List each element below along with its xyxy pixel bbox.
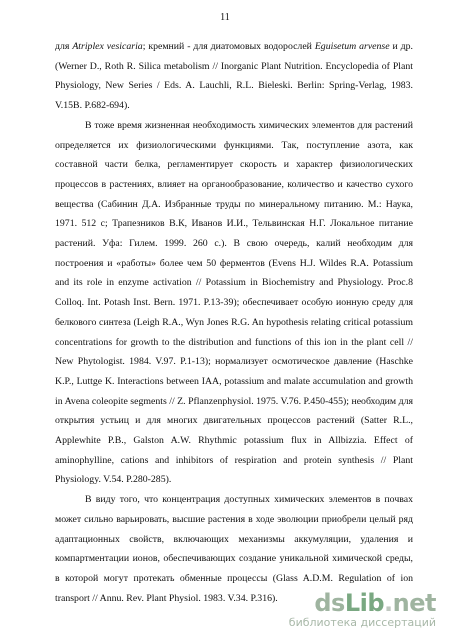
paragraph-1 xyxy=(55,37,413,116)
paragraph-3: В виду того, что концентрация доступных химических элементов в почвах может сильно варьировать, высшие растения в ходе эволюции приобрели целый ряд адаптационных свойств, включающих механизмы аккумуляции, удаления и компартментации ионов, обеспечивающих создание уникальной химической среды, в которой могут протекать обменные процессы (Glass A.D.M. Regulation of ion transport // Annu. Rev. Plant Physiol. 1983. V.34. P.316). xyxy=(55,494,413,604)
page-number: 11 xyxy=(220,12,230,23)
dslib-logo xyxy=(289,590,436,616)
species-name-eguisetum: Eguisetum arvense xyxy=(314,41,390,52)
species-name-atriplex: Atriplex vesicaria xyxy=(72,41,143,52)
dslib-watermark xyxy=(289,590,436,629)
document-body xyxy=(55,37,413,608)
logo-dot: . xyxy=(384,589,393,617)
logo-ds: ds xyxy=(314,589,345,617)
paragraph-2: В тоже время жизненная необходимость химических элементов для растений определяется их физиологическими функциями. Так, поступление азота, как составной части белка, регламентирует скорость и характер физиологических процессов в растениях, влияет на органообразование, количество и качество сухого вещества (Сабинин Д.А. Избранные труды по минеральному питанию. М.: Наука, 1971. 512 с; Трапезников В.К, Иванов И.И., Тельвинская Н.Г. Локальное питание растений. Уфа: Гилем. 1999. 260 с.). В свою очередь, калий необходим для построения и «работы» более чем 50 ферментов (Evens H.J. Wildes R.A. Potassium and its role in enzyme activation // Potassium in Biochemistry and Physiology. Proc.8 Colloq. Int. Potash Inst. Bern. 1971. P.13-39); обеспечивает особую ионную среду для белкового синтеза (Leigh R.A., Wyn Jones R.G. An hypothesis relating critical potassium concentrations for growth to the distribution and functions of this ion in the plant cell // New Phytologist. 1984. V.97. P.1-13); нормализует осмотическое давление (Haschke K.P., Luttge K. Interactions between IAA, potassium and malate accumulation and growth in Avena coleopite segments // Z. Pflanzenphysiol. 1975. V.76. P.450-455); необходим для открытия устьиц и для многих двигательных процессов растений (Satter R.L., Applewhite P.B., Galston A.W. Rhythmic potassium flux in Allbizzia. Effect of aminophylline, cations and inhibitors of respiration and protein synthesis // Plant Physiology. V.54. P.280-285). xyxy=(55,119,413,486)
paragraph-1-middle: ; кремний - для диатомовых водорослей xyxy=(142,41,315,52)
logo-net: net xyxy=(392,589,436,617)
paragraph-1-rest: и др. (Werner D., Roth R. Silica metabolism // Inorganic Plant Nutrition. Encyclopedia of Plant Physiology, New Series / Eds. A. Lauchli, R.L. Bieleski. Berlin: Spring-Verlag, 1983. V.15B. P.682-694). xyxy=(55,41,413,112)
watermark-tagline: библиотека диссертаций xyxy=(288,616,436,629)
logo-lib: Lib xyxy=(344,589,385,617)
paragraph-1-prefix: для xyxy=(55,41,73,52)
